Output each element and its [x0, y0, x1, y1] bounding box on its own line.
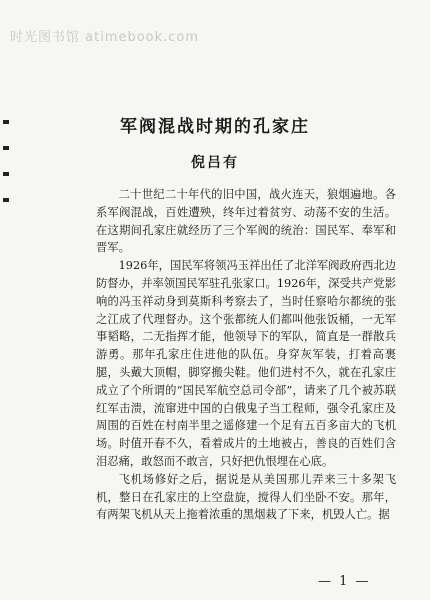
article-title: 军阀混战时期的孔家庄 — [120, 117, 310, 137]
article-body — [96, 186, 396, 524]
page-number: — 1 — — [318, 574, 371, 589]
paragraph-1: 二十世纪二十年代的旧中国，战火连天，狼烟遍地。各系军阀混战，百姓遭殃，终年过着贫穷、动荡不安的生活。在这期间孔家庄就经历了三个军阀的统治：国民军、奉军和晋军。 — [96, 188, 396, 255]
author-name: 倪吕有 — [191, 155, 239, 171]
paragraph-3: 飞机场修好之后，据说是从美国那儿弄来三十多架飞机，整日在孔家庄的上空盘旋，搅得人们坐卧不安。那年，有两架飞机从天上拖着浓重的黑烟栽了下来，机毁人亡。据 — [96, 472, 396, 522]
paragraph-2: 1926年，国民军将领冯玉祥出任了北洋军阀政府西北边防督办，并率领国民军驻孔张家口。1926年，深受共产党影响的冯玉祥动身到莫斯科考察去了，当时任察哈尔都统的张之江成了代理督办。这个张都统人们都叫他张饭桶，一无军事韬略，二无指挥才能，他领导下的军队，简直是一群散兵游勇。那年孔家庄住进他的队伍。身穿灰军装，打着高裹腿，头戴大顶帽，脚穿搬尖鞋。他们进村不久，就在孔家庄成立了个所谓的“国民军航空总司令部”，请来了几个被苏联红军击溃，流窜进中国的白俄鬼子当工程师，强令孔家庄及周围的百姓在村南半里之遥修建一个足有五百多亩大的飞机场。时值开春不久，看着成片的土地被占，善良的百姓们含泪忍痛，敢怒而不敢言，只好把仇恨埋在心底。 — [96, 259, 396, 468]
watermark: 时光图书馆 atimebook.com — [10, 30, 200, 45]
